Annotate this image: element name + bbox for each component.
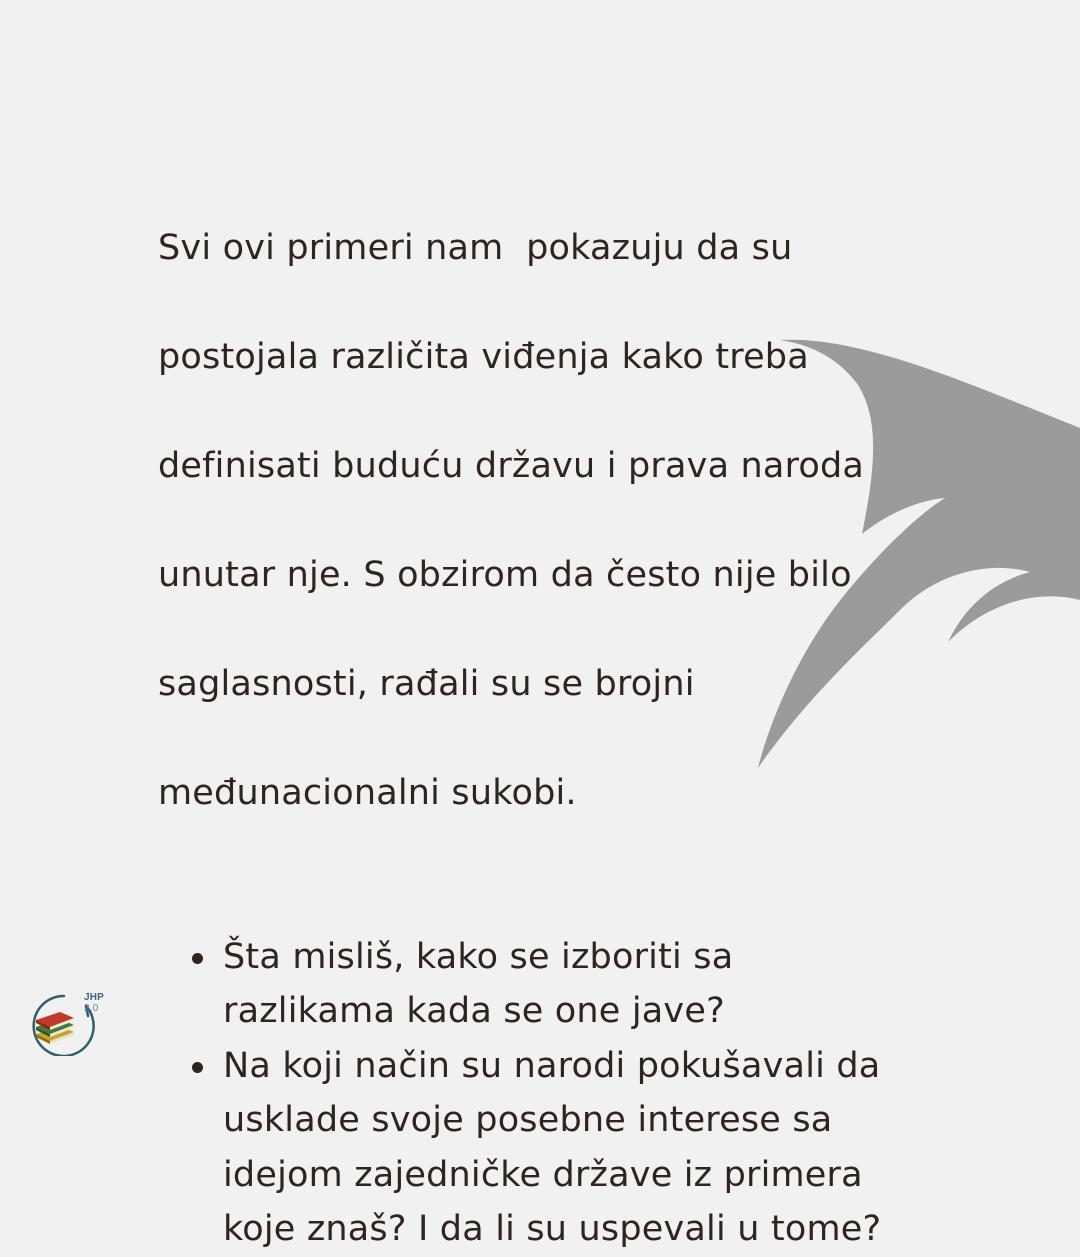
question-list bbox=[158, 930, 958, 1257]
logo-label-text: JHP bbox=[84, 992, 104, 1003]
paragraph-line: definisati buduću državu i prava naroda bbox=[158, 445, 865, 486]
paragraph-line: postojala različita viđenja kako treba bbox=[158, 336, 809, 377]
question-line: Na koji način su narodi pokušavali da bbox=[223, 1045, 881, 1086]
bullet-dot-icon bbox=[192, 1062, 203, 1073]
question-line: Šta misliš, kako se izboriti sa bbox=[223, 936, 734, 977]
paragraph-line: Svi ovi primeri nam pokazuju da su bbox=[158, 227, 793, 268]
paragraph-line: saglasnosti, rađali su se brojni bbox=[158, 663, 695, 704]
logo-label bbox=[84, 992, 104, 1014]
question-line: koje znaš? I da li su uspevali u tome? bbox=[223, 1209, 882, 1249]
bullet-dot-icon bbox=[192, 953, 203, 964]
jhp-logo bbox=[24, 992, 104, 1056]
question-item bbox=[158, 930, 958, 1039]
paragraph-line: unutar nje. S obzirom da često nije bilo bbox=[158, 554, 852, 595]
intro-paragraph bbox=[158, 166, 958, 875]
question-line: idejom zajedničke države iz primera bbox=[223, 1154, 863, 1195]
main-content bbox=[158, 166, 958, 1257]
question-line: razlikama kada se one jave? bbox=[223, 991, 725, 1031]
paragraph-line: međunacionalni sukobi. bbox=[158, 772, 577, 813]
logo-version: 2.0 bbox=[84, 1003, 99, 1014]
question-line: usklade svoje posebne interese sa bbox=[223, 1100, 833, 1140]
question-item bbox=[158, 1039, 958, 1257]
